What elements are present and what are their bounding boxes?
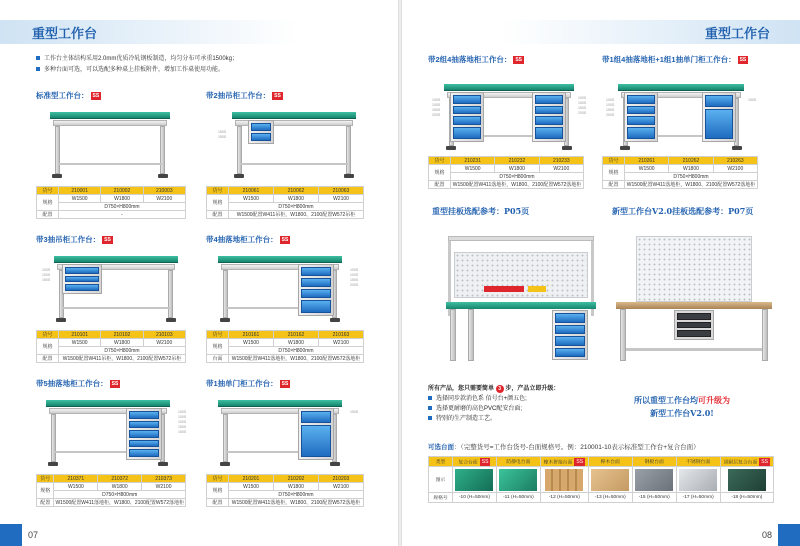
step-count-badge: 3 [496, 385, 504, 393]
upgrade-steps-title: 所有产品，您只需要简单 3 步，产品立即升级： [428, 386, 560, 392]
drawer-dims: 150S 150S [218, 130, 227, 139]
drawer-dims-right: 150S [748, 98, 757, 102]
bench-image-2x4-drawer [444, 84, 574, 150]
drawer-dims: 100S 100S 150S [42, 268, 51, 282]
section-title-4-drawer-plus-door: 带1组4抽落地柜+1组1抽单门柜工作台： SS [602, 55, 747, 64]
right-page-title: 重型工作台 [704, 26, 770, 41]
upgrade-steps [428, 384, 559, 424]
swatch-laminate [728, 469, 766, 491]
bench-image-5-drawer-floor [46, 400, 170, 466]
ss-badge: SS [739, 57, 747, 64]
section-title-2-drawer-hanging: 带2抽吊柜工作台： SS [206, 91, 281, 100]
optional-tops-title: 可选台面：（完整货号=工作台货号-台面规格号。例：210001-10表示标准型工作台+复合台面） [428, 444, 700, 451]
upgrade-step-3: 特别的生产制造工艺。 [436, 416, 497, 422]
bullet-icon [428, 396, 432, 400]
swatch-beech [591, 469, 629, 491]
drawer-dims: 100S 100S 100S 150S 150S [178, 410, 187, 434]
bench-image-2-drawer-hanging [232, 112, 356, 178]
spec-table-standard: 货号 210001 210002 210003 规格 W1500 W1800 W2100 D750×H800mm 配置 - [36, 186, 186, 219]
section-title-2x4-drawer-floor: 带2组4抽落地柜工作台： SS [428, 55, 523, 64]
drawer-dims-left: 100S 100S 150S 200S [606, 98, 615, 117]
section-title-5-drawer-floor: 带5抽落地柜工作台： SS [36, 379, 119, 388]
ss-badge: SS [274, 93, 281, 100]
bench-image-1-drawer-door [218, 400, 342, 466]
section-title-4-drawer-floor: 带4抽落地柜工作台： SS [206, 235, 289, 244]
page-number-marker [778, 524, 800, 546]
bullet-icon [428, 416, 432, 420]
pegboard-ref-heavy: 重型挂板选配参考：P05页 [432, 206, 530, 216]
bullet-icon [36, 67, 40, 71]
optional-tops-table: 类型 复合台面 SS 防静电台面 橡木拼接台面 SS 榉木台面 钢板台面 不锈钢台面 固耐层复合台面 SS 图示 规格号 -10 (H=50mm) -11 (H=50mm) -12 (H=50mm) -13 (H=50mm) -15 (H=50mm) -17 (H=50mm) -18 (H=50mm) [428, 456, 774, 503]
swatch-steel [635, 469, 673, 491]
bench-image-4-drawer-plus-door [618, 84, 744, 150]
drawer-dims: 150S [350, 410, 359, 414]
intro-text [36, 54, 238, 76]
intro-line-2: 多种台面可选，可以选配多种桌上挂板附件，增加工作桌使用功能。 [44, 67, 225, 73]
section-title-1-drawer-door: 带1抽单门柜工作台： SS [206, 379, 289, 388]
section-title-3-drawer-hanging: 带3抽吊柜工作台： SS [36, 235, 111, 244]
ss-badge: SS [111, 381, 119, 388]
spec-table-4-drawer-plus-door: 货号 210261 210262 210263 规格 W1500 W1800 W2100 D750×H800mm 配置 W1500配置W411落地柜，W1800、2100配置W572落地柜 [602, 156, 758, 189]
left-page-title: 重型工作台 [32, 26, 98, 41]
bullet-icon [428, 406, 432, 410]
v2-bench-with-pegboard-image [616, 236, 772, 366]
bench-with-pegboard-image [446, 236, 596, 366]
ss-badge: SS [281, 381, 289, 388]
ss-badge: SS [515, 57, 523, 64]
drawer-dims-right: 100S 100S 150S 200S [578, 96, 587, 115]
bench-image-standard [50, 112, 170, 178]
ss-badge: SS [104, 237, 111, 244]
bench-image-3-drawer-hanging [54, 256, 178, 322]
swatch-composite [455, 469, 493, 491]
spec-table-2-drawer-hanging: 货号 210061 210062 210063 规格 W1500 W1800 W2100 D750×H800mm 配置 W1500配置W411吊柜，W1800、2100配置W572吊柜 [206, 186, 364, 219]
bullet-icon [36, 56, 40, 60]
ss-badge: SS [281, 237, 289, 244]
pegboard-ref-v2: 新型工作台V2.0挂板选配参考：P07页 [612, 206, 754, 216]
bench-image-4-drawer-floor [218, 256, 342, 322]
upgrade-slogan: 所以重型工作台均可升级为 新型工作台V2.0! [634, 395, 730, 418]
spec-table-5-drawer-floor: 货号 210371 210372 210373 规格 W1500 W1800 W2100 D750×H800mm 配置 W1500配置W411落地柜，W1800、2100配置W572落地柜 [36, 474, 186, 507]
swatch-antistatic [499, 469, 537, 491]
right-page-number: 08 [761, 530, 772, 540]
right-page [402, 0, 800, 546]
drawer-dims-left: 100S 100S 150S 200S [432, 98, 441, 117]
swatch-stainless [679, 469, 717, 491]
swatch-oak [545, 469, 583, 491]
section-title-standard: 标准型工作台： SS [36, 91, 100, 100]
page-number-marker [0, 524, 22, 546]
upgrade-step-1: 选择同步款消色系 佰号台+颜五色; [436, 396, 527, 402]
ss-badge: SS [92, 93, 100, 100]
upgrade-step-2: 选择更耐磨的高色PVC配安台面; [436, 406, 523, 412]
spec-table-2x4-drawer: 货号 210231 210232 210233 规格 W1500 W1800 W2100 D750×H800mm 配置 W1500配置W411落地柜，W1800、2100配置W572落地柜 [428, 156, 584, 189]
spec-table-1-drawer-door: 货号 210201 210202 210203 规格 W1500 W1800 W2100 D750×H800mm 配置 W1500配置W411落地柜，W1800、2100配置W572落地柜 [206, 474, 364, 507]
intro-line-1: 工作台主体结构采用2.0mm优质冷轧钢板制造，均匀分布可承重1500kg； [44, 56, 239, 62]
spec-table-3-drawer-hanging: 货号 210101 210102 210103 规格 W1500 W1800 W2100 D750×H800mm 配置 W1500配置W411吊柜，W1800、2100配置W572吊柜 [36, 330, 186, 363]
spec-table-4-drawer-floor: 货号 210161 210162 210163 规格 W1500 W1800 W2100 D750×H800mm 台面 W1500配置W411落地柜，W1800、2100配置W572落地柜 [206, 330, 364, 363]
left-page [0, 0, 398, 546]
left-page-number: 07 [28, 530, 39, 540]
drawer-dims: 100S 100S 150S 200S [350, 268, 359, 287]
